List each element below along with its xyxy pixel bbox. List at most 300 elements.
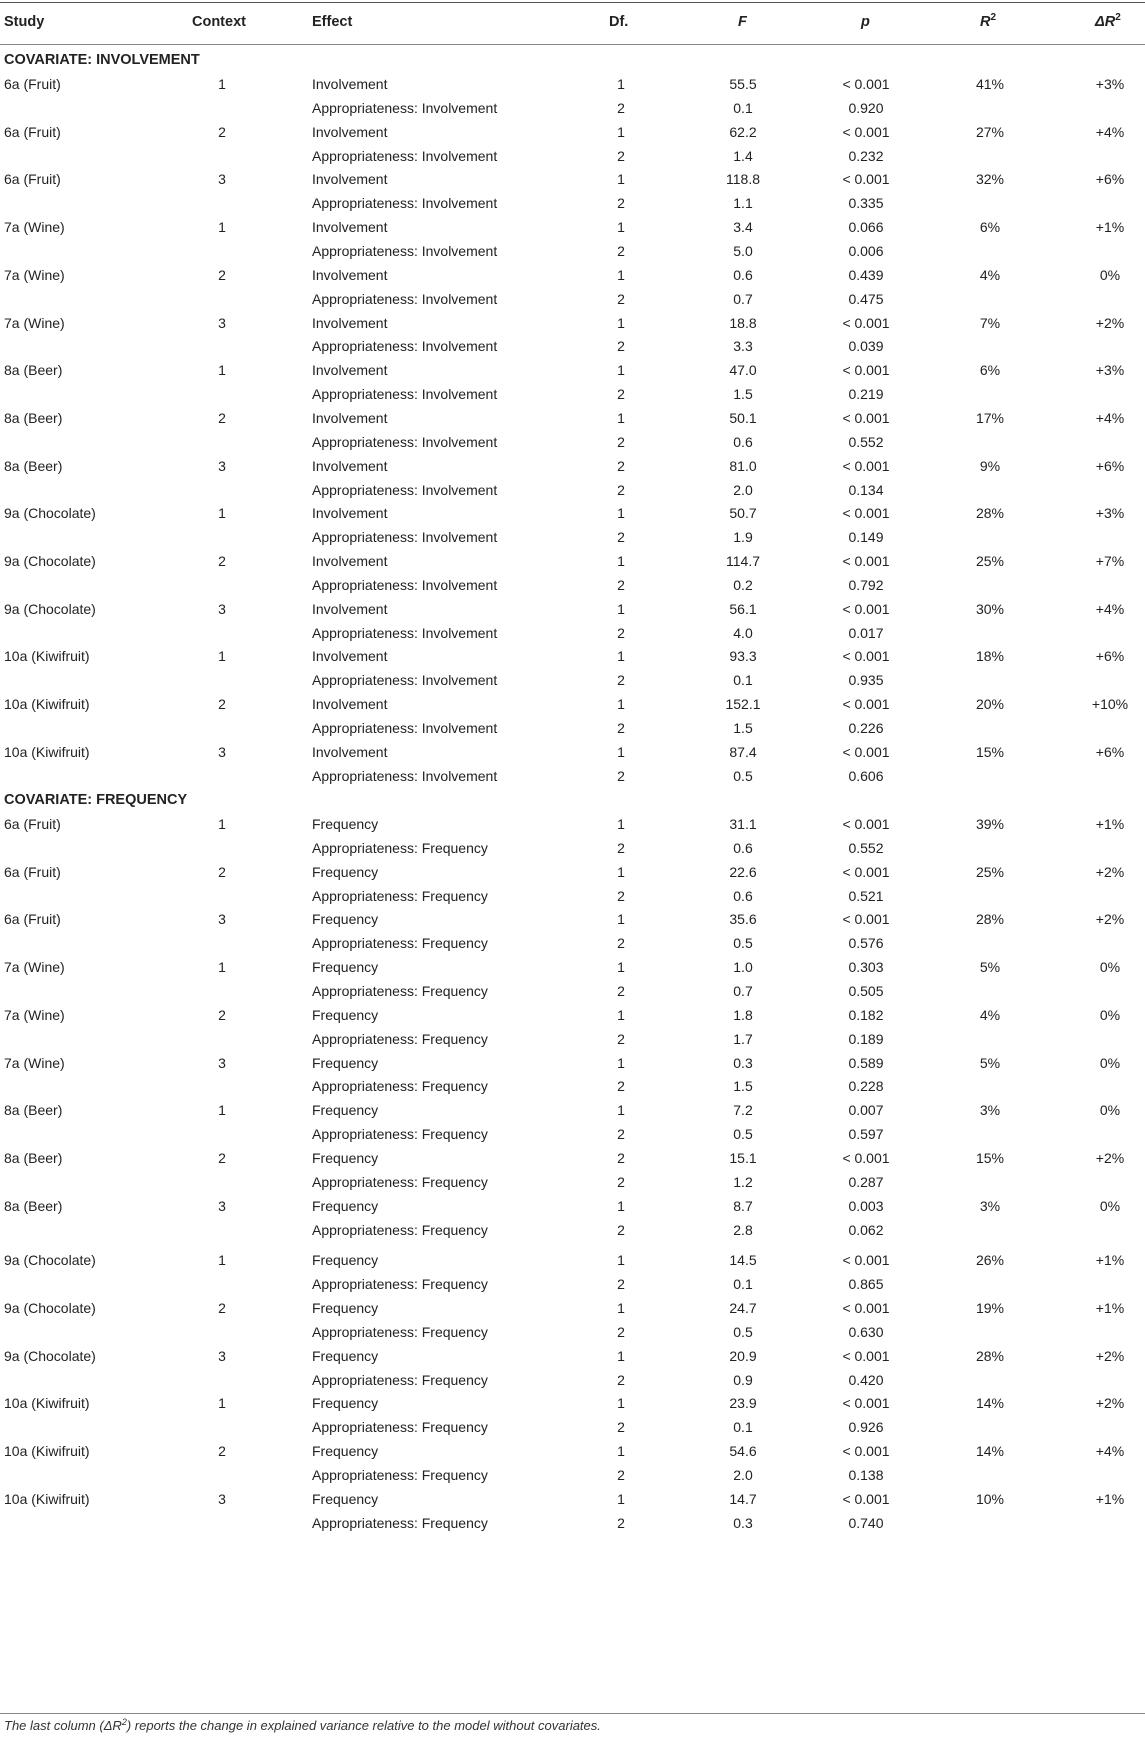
table-row	[0, 1247, 1145, 1274]
f-cell: 20.9	[729, 1347, 757, 1364]
context-cell: 3	[218, 1490, 226, 1507]
delta-r2-cell: +4%	[1095, 600, 1125, 617]
context-cell: 3	[218, 314, 226, 331]
r2-cell: 17%	[975, 409, 1005, 426]
study-cell: 6a (Fruit)	[4, 123, 61, 140]
header-context: Context	[192, 14, 246, 30]
effect-cell: Appropriateness: Frequency	[312, 1323, 488, 1340]
p-cell: 0.134	[848, 481, 884, 498]
effect-cell: Frequency	[312, 911, 379, 928]
p-cell: 0.232	[848, 147, 884, 164]
study-cell: 7a (Wine)	[4, 959, 65, 976]
f-cell: 0.1	[733, 672, 753, 689]
df-cell: 1	[617, 219, 625, 236]
df-cell: 1	[617, 505, 625, 522]
effect-cell: Frequency	[312, 1197, 379, 1214]
context-cell: 2	[218, 1149, 226, 1166]
delta-r2-cell: +7%	[1095, 553, 1125, 569]
df-cell: 2	[617, 1221, 625, 1238]
df-cell: 2	[617, 767, 625, 784]
p-cell: < 0.001	[842, 863, 890, 880]
f-cell: 23.9	[729, 1395, 757, 1412]
table-top-rule	[0, 2, 1145, 3]
effect-cell: Involvement	[312, 505, 388, 522]
f-cell: 62.2	[729, 123, 757, 140]
table-row	[0, 643, 1145, 670]
f-cell: 24.7	[729, 1300, 757, 1316]
table-row	[0, 1145, 1145, 1172]
table-row	[0, 620, 1145, 647]
delta-r2-cell: +1%	[1095, 1252, 1125, 1269]
table-row	[0, 691, 1145, 718]
table-row	[0, 883, 1145, 910]
delta-r2-cell: 0%	[1099, 959, 1121, 976]
delta-r2-cell: +3%	[1095, 362, 1125, 379]
f-cell: 3.3	[733, 338, 753, 355]
delta-r2-cell: +3%	[1095, 76, 1125, 92]
f-cell: 18.8	[729, 314, 757, 331]
table-header-rule	[0, 44, 1145, 45]
study-cell: 9a (Chocolate)	[4, 1300, 96, 1316]
table-row	[0, 596, 1145, 623]
f-cell: 0.1	[733, 1419, 753, 1436]
p-cell: < 0.001	[842, 1252, 890, 1269]
r2-cell: 5%	[979, 1054, 1001, 1071]
df-cell: 1	[617, 1054, 625, 1071]
p-cell: < 0.001	[842, 553, 890, 569]
table-row	[0, 262, 1145, 289]
study-cell: 10a (Kiwifruit)	[4, 1490, 90, 1507]
df-cell: 2	[617, 624, 625, 641]
effect-cell: Involvement	[312, 409, 388, 426]
table-row	[0, 143, 1145, 170]
df-cell: 1	[617, 1006, 625, 1023]
delta-r2-cell: +1%	[1095, 1490, 1125, 1507]
study-cell: 7a (Wine)	[4, 1054, 65, 1071]
header-effect: Effect	[312, 14, 353, 30]
p-cell: < 0.001	[842, 1149, 890, 1166]
r2-cell: 6%	[979, 219, 1001, 236]
table-row	[0, 1343, 1145, 1370]
p-cell: < 0.001	[842, 600, 890, 617]
df-cell: 2	[617, 983, 625, 999]
study-cell: 10a (Kiwifruit)	[4, 1443, 90, 1460]
study-cell: 7a (Wine)	[4, 219, 65, 236]
df-cell: 2	[617, 576, 625, 593]
header-delta-r2	[1095, 0, 1121, 44]
study-cell: 7a (Wine)	[4, 1006, 65, 1023]
f-cell: 0.6	[733, 887, 753, 904]
p-cell: 0.303	[848, 959, 884, 976]
r2-cell: 18%	[975, 648, 1005, 665]
df-cell: 1	[617, 1443, 625, 1460]
effect-cell: Frequency	[312, 1006, 379, 1023]
p-cell: 0.420	[848, 1371, 884, 1388]
study-cell: 9a (Chocolate)	[4, 600, 96, 617]
table-row	[0, 1050, 1145, 1077]
table-row	[0, 859, 1145, 886]
effect-cell: Involvement	[312, 553, 388, 569]
effect-cell: Appropriateness: Frequency	[312, 887, 488, 904]
table-row	[0, 453, 1145, 480]
context-cell: 2	[218, 696, 226, 713]
effect-cell: Appropriateness: Involvement	[312, 195, 498, 212]
r2-cell: 14%	[975, 1395, 1005, 1412]
effect-cell: Appropriateness: Involvement	[312, 624, 498, 641]
effect-cell: Involvement	[312, 648, 388, 665]
p-cell: 0.189	[848, 1030, 884, 1047]
header-df: Df.	[609, 14, 629, 30]
f-cell: 1.5	[733, 386, 753, 403]
r2-cell: 25%	[975, 863, 1005, 880]
df-cell: 2	[617, 243, 625, 259]
effect-cell: Frequency	[312, 1443, 379, 1460]
df-cell: 1	[617, 553, 625, 569]
effect-cell: Involvement	[312, 314, 388, 331]
effect-cell: Appropriateness: Frequency	[312, 1419, 488, 1436]
f-cell: 54.6	[729, 1443, 757, 1460]
p-cell: < 0.001	[842, 457, 890, 474]
r2-cell: 39%	[975, 816, 1005, 832]
r2-cell: 27%	[975, 123, 1005, 140]
p-cell: 0.630	[848, 1323, 884, 1340]
study-cell: 9a (Chocolate)	[4, 553, 96, 569]
p-cell: 0.138	[848, 1467, 884, 1483]
table-row	[0, 1026, 1145, 1053]
p-cell: < 0.001	[842, 1395, 890, 1412]
delta-r2-cell: +2%	[1095, 1347, 1125, 1364]
context-cell: 3	[218, 171, 226, 188]
table-row	[0, 954, 1145, 981]
effect-cell: Appropriateness: Involvement	[312, 147, 498, 164]
study-cell: 10a (Kiwifruit)	[4, 743, 90, 760]
effect-cell: Appropriateness: Involvement	[312, 481, 498, 498]
r2-cell: 25%	[975, 553, 1005, 569]
header-f	[738, 0, 747, 44]
p-cell: 0.006	[848, 243, 884, 259]
df-cell: 2	[617, 1276, 625, 1293]
r2-cell: 15%	[975, 743, 1005, 760]
footnote-sup: 2	[121, 1717, 127, 1727]
p-cell: 0.935	[848, 672, 884, 689]
effect-cell: Appropriateness: Frequency	[312, 983, 488, 999]
table-row	[0, 1438, 1145, 1465]
r2-cell: 28%	[975, 911, 1005, 928]
table-bottom-rule	[0, 1713, 1145, 1714]
table-row	[0, 667, 1145, 694]
p-cell: < 0.001	[842, 1347, 890, 1364]
study-cell: 9a (Chocolate)	[4, 1252, 96, 1269]
f-cell: 14.5	[729, 1252, 757, 1269]
r2-cell: 28%	[975, 505, 1005, 522]
effect-cell: Appropriateness: Involvement	[312, 243, 498, 259]
effect-cell: Appropriateness: Frequency	[312, 1030, 488, 1047]
table-row	[0, 500, 1145, 527]
table-row	[0, 1367, 1145, 1394]
p-cell: < 0.001	[842, 1443, 890, 1460]
f-cell: 0.6	[733, 266, 753, 283]
table-row	[0, 1414, 1145, 1441]
study-cell: 8a (Beer)	[4, 1149, 63, 1166]
delta-r2-cell: 0%	[1099, 1197, 1121, 1214]
df-cell: 2	[617, 1173, 625, 1190]
effect-cell: Involvement	[312, 600, 388, 617]
study-cell: 8a (Beer)	[4, 409, 63, 426]
r2-cell: 4%	[979, 1006, 1001, 1023]
header-p-text: p	[861, 14, 870, 30]
delta-r2-cell: +4%	[1095, 1443, 1125, 1460]
context-cell: 1	[218, 1395, 226, 1412]
table-row	[0, 763, 1145, 790]
df-cell: 1	[617, 266, 625, 283]
table-row	[0, 739, 1145, 766]
f-cell: 0.5	[733, 1323, 753, 1340]
f-cell: 0.3	[733, 1514, 753, 1531]
df-cell: 2	[617, 1371, 625, 1388]
table-row	[0, 357, 1145, 384]
study-cell: 8a (Beer)	[4, 1197, 63, 1214]
effect-cell: Frequency	[312, 816, 379, 832]
df-cell: 1	[617, 648, 625, 665]
effect-cell: Appropriateness: Involvement	[312, 433, 498, 450]
table-row	[0, 1271, 1145, 1298]
f-cell: 47.0	[729, 362, 757, 379]
study-cell: 6a (Fruit)	[4, 816, 61, 832]
f-cell: 0.6	[733, 433, 753, 450]
df-cell: 1	[617, 409, 625, 426]
r2-cell: 30%	[975, 600, 1005, 617]
p-cell: 0.552	[848, 839, 884, 856]
f-cell: 81.0	[729, 457, 757, 474]
effect-cell: Appropriateness: Frequency	[312, 1276, 488, 1293]
table-row	[0, 572, 1145, 599]
effect-cell: Appropriateness: Frequency	[312, 935, 488, 952]
f-cell: 1.1	[733, 195, 753, 212]
context-cell: 2	[218, 553, 226, 569]
table-row	[0, 477, 1145, 504]
table-row	[0, 524, 1145, 551]
df-cell: 1	[617, 600, 625, 617]
df-cell: 1	[617, 123, 625, 140]
study-cell: 10a (Kiwifruit)	[4, 1395, 90, 1412]
df-cell: 2	[617, 1030, 625, 1047]
effect-cell: Involvement	[312, 76, 388, 92]
effect-cell: Appropriateness: Involvement	[312, 529, 498, 546]
study-cell: 9a (Chocolate)	[4, 505, 96, 522]
delta-r2-cell: +1%	[1095, 1300, 1125, 1316]
table-row	[0, 95, 1145, 122]
f-cell: 56.1	[729, 600, 757, 617]
context-cell: 2	[218, 123, 226, 140]
header-delta-r2-sup: 2	[1115, 12, 1121, 23]
table-row	[0, 1462, 1145, 1489]
delta-r2-cell: +2%	[1095, 1395, 1125, 1412]
f-cell: 1.4	[733, 147, 753, 164]
f-cell: 114.7	[726, 553, 760, 569]
p-cell: < 0.001	[842, 1300, 890, 1316]
p-cell: 0.576	[848, 935, 884, 952]
study-cell: 6a (Fruit)	[4, 911, 61, 928]
context-cell: 1	[218, 959, 226, 976]
f-cell: 35.6	[729, 911, 757, 928]
r2-cell: 19%	[975, 1300, 1005, 1316]
study-cell: 8a (Beer)	[4, 1102, 63, 1119]
df-cell: 1	[617, 863, 625, 880]
context-cell: 2	[218, 409, 226, 426]
table-row	[0, 71, 1145, 98]
f-cell: 1.9	[733, 529, 753, 546]
df-cell: 1	[617, 911, 625, 928]
p-cell: 0.149	[848, 529, 884, 546]
df-cell: 2	[617, 195, 625, 212]
delta-r2-cell: +2%	[1095, 1149, 1125, 1166]
study-cell: 6a (Fruit)	[4, 863, 61, 880]
f-cell: 5.0	[733, 243, 753, 259]
delta-r2-cell: +2%	[1095, 314, 1125, 331]
context-cell: 1	[218, 816, 226, 832]
f-cell: 50.7	[729, 505, 757, 522]
f-cell: 50.1	[729, 409, 757, 426]
table-row	[0, 1217, 1145, 1244]
df-cell: 1	[617, 1197, 625, 1214]
table-row	[0, 214, 1145, 241]
p-cell: 0.792	[848, 576, 884, 593]
table-row	[0, 906, 1145, 933]
header-f-text: F	[738, 14, 747, 30]
study-cell: 10a (Kiwifruit)	[4, 696, 90, 713]
table-row	[0, 286, 1145, 313]
r2-cell: 4%	[979, 266, 1001, 283]
r2-cell: 5%	[979, 959, 1001, 976]
p-cell: < 0.001	[842, 505, 890, 522]
context-cell: 2	[218, 1300, 226, 1316]
delta-r2-cell: +6%	[1095, 457, 1125, 474]
df-cell: 2	[617, 529, 625, 546]
r2-cell: 9%	[979, 457, 1001, 474]
f-cell: 1.8	[733, 1006, 753, 1023]
r2-cell: 10%	[975, 1490, 1005, 1507]
effect-cell: Frequency	[312, 1395, 379, 1412]
r2-cell: 3%	[979, 1102, 1001, 1119]
p-cell: 0.017	[848, 624, 884, 641]
f-cell: 1.5	[733, 720, 753, 736]
df-cell: 2	[617, 1467, 625, 1483]
df-cell: 2	[617, 433, 625, 450]
effect-cell: Frequency	[312, 1490, 379, 1507]
f-cell: 0.3	[733, 1054, 753, 1071]
table-row	[0, 1510, 1145, 1537]
df-cell: 2	[617, 457, 625, 474]
study-cell: 8a (Beer)	[4, 362, 63, 379]
footnote-post: ) reports the change in explained variance relative to the model without covariates.	[126, 1718, 601, 1733]
f-cell: 118.8	[726, 171, 760, 188]
f-cell: 7.2	[733, 1102, 753, 1119]
table-row	[0, 1319, 1145, 1346]
effect-cell: Appropriateness: Involvement	[312, 99, 498, 116]
study-cell: 6a (Fruit)	[4, 76, 61, 92]
table-row	[0, 1390, 1145, 1417]
f-cell: 0.5	[733, 935, 753, 952]
df-cell: 1	[617, 171, 625, 188]
df-cell: 1	[617, 816, 625, 832]
p-cell: 0.926	[848, 1419, 884, 1436]
effect-cell: Involvement	[312, 266, 388, 283]
table-row	[0, 1097, 1145, 1124]
table-row	[0, 1486, 1145, 1513]
table-row	[0, 715, 1145, 742]
p-cell: 0.589	[848, 1054, 884, 1071]
df-cell: 2	[617, 1323, 625, 1340]
header-study: Study	[4, 14, 45, 30]
r2-cell: 6%	[979, 362, 1001, 379]
effect-cell: Appropriateness: Involvement	[312, 338, 498, 355]
f-cell: 0.6	[733, 839, 753, 856]
r2-cell: 32%	[975, 171, 1005, 188]
f-cell: 0.1	[733, 1276, 753, 1293]
f-cell: 0.5	[733, 1126, 753, 1142]
p-cell: 0.865	[848, 1276, 884, 1293]
table-row	[0, 333, 1145, 360]
p-cell: < 0.001	[842, 1490, 890, 1507]
df-cell: 2	[617, 672, 625, 689]
p-cell: 0.335	[848, 195, 884, 212]
p-cell: 0.219	[848, 386, 884, 403]
table-row	[0, 1002, 1145, 1029]
effect-cell: Involvement	[312, 743, 388, 760]
delta-r2-cell: +6%	[1095, 743, 1125, 760]
df-cell: 2	[617, 481, 625, 498]
delta-r2-cell: +4%	[1095, 409, 1125, 426]
table-row	[0, 166, 1145, 193]
f-cell: 2.0	[733, 1467, 753, 1483]
effect-cell: Involvement	[312, 362, 388, 379]
study-cell: 8a (Beer)	[4, 457, 63, 474]
delta-r2-cell: 0%	[1099, 1102, 1121, 1119]
df-cell: 2	[617, 720, 625, 736]
df-cell: 1	[617, 743, 625, 760]
study-cell: 9a (Chocolate)	[4, 1347, 96, 1364]
table-row	[0, 1295, 1145, 1322]
context-cell: 3	[218, 457, 226, 474]
context-cell: 1	[218, 505, 226, 522]
f-cell: 0.7	[733, 290, 753, 307]
effect-cell: Frequency	[312, 1149, 379, 1166]
effect-cell: Frequency	[312, 1347, 379, 1364]
context-cell: 2	[218, 863, 226, 880]
f-cell: 2.0	[733, 481, 753, 498]
p-cell: 0.228	[848, 1078, 884, 1095]
df-cell: 2	[617, 386, 625, 403]
effect-cell: Appropriateness: Frequency	[312, 1467, 488, 1483]
df-cell: 1	[617, 1490, 625, 1507]
p-cell: 0.062	[848, 1221, 884, 1238]
context-cell: 3	[218, 1197, 226, 1214]
effect-cell: Appropriateness: Frequency	[312, 1221, 488, 1238]
delta-r2-cell: +1%	[1095, 816, 1125, 832]
effect-cell: Frequency	[312, 959, 379, 976]
f-cell: 0.1	[733, 99, 753, 116]
f-cell: 55.5	[729, 76, 757, 92]
effect-cell: Frequency	[312, 1102, 379, 1119]
df-cell: 1	[617, 1395, 625, 1412]
f-cell: 4.0	[733, 624, 753, 641]
r2-cell: 3%	[979, 1197, 1001, 1214]
f-cell: 14.7	[729, 1490, 757, 1507]
df-cell: 1	[617, 1102, 625, 1119]
df-cell: 2	[617, 839, 625, 856]
df-cell: 1	[617, 362, 625, 379]
study-cell: 7a (Wine)	[4, 314, 65, 331]
